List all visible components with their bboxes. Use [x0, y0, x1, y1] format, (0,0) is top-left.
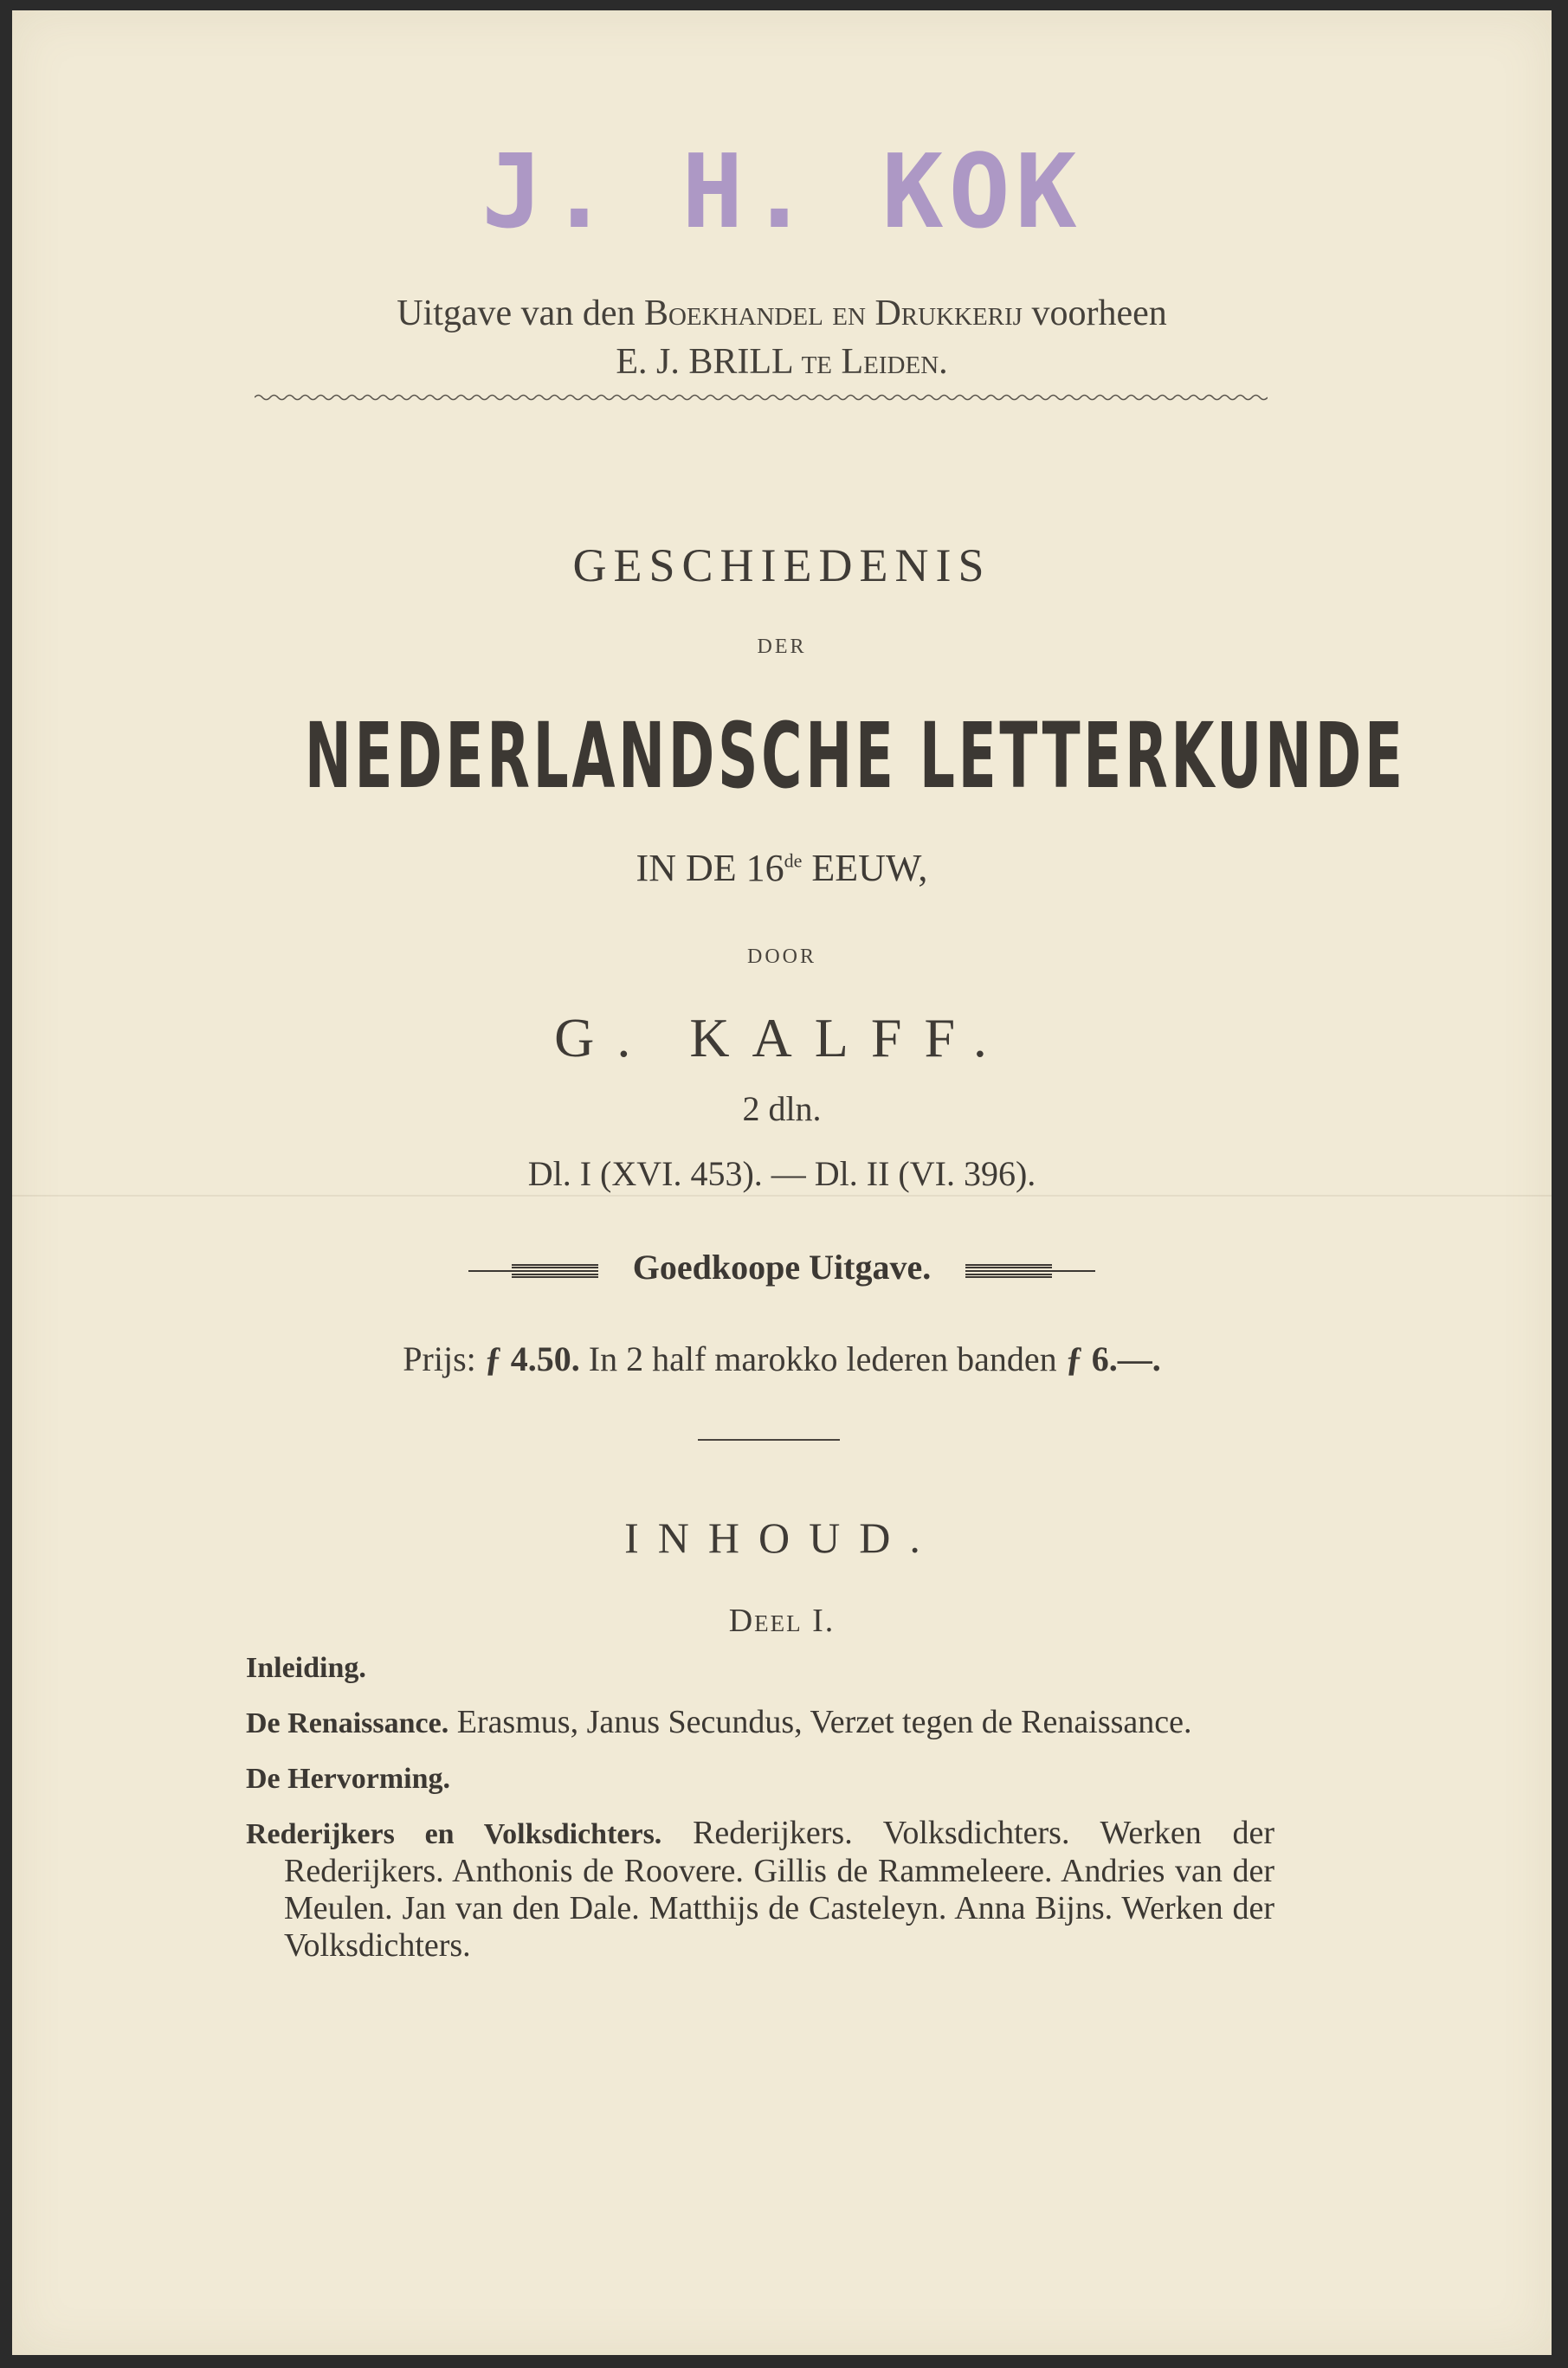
publisher-line-2: [12, 338, 1552, 386]
list-item: [246, 1815, 1274, 1965]
imprint-text: en: [832, 294, 866, 333]
left-ornament-rule: [468, 1260, 598, 1282]
fold-line: [12, 1195, 1552, 1197]
title-der: DER: [757, 636, 807, 658]
price-line: [12, 1339, 1552, 1379]
edition-row: [12, 1247, 1552, 1287]
toc-text: Rederijkers. Volksdichters. Werken der Rederijkers. Anthonis de Roovere. Gillis de Rammeleere. Andries van der Meulen. Jan van den Dale. Matthijs de Casteleyn. Anna Bijns. Werken der Volksdichters.: [284, 1815, 1274, 1964]
main-title: NEDERLANDSCHE LETTERKUNDE: [304, 703, 1406, 809]
imprint-text: Leiden.: [841, 342, 948, 382]
imprint-text: E. J. BRILL: [616, 342, 793, 382]
volume-detail: Dl. I (XVI. 453). — Dl. II (VI. 396).: [527, 1154, 1036, 1193]
short-divider: [698, 1439, 840, 1441]
document-page: [12, 10, 1552, 2355]
price-label: Prijs:: [403, 1339, 476, 1378]
volume-count: 2 dln.: [742, 1089, 822, 1128]
contents-heading: INHOUD.: [624, 1513, 939, 1562]
toc-heading: De Renaissance.: [246, 1707, 449, 1739]
century-superscript: de: [784, 849, 803, 872]
title-line-1: GESCHIEDENIS: [572, 539, 991, 591]
title-century: [12, 846, 1552, 890]
price-text: In 2 half marokko lederen banden: [588, 1339, 1057, 1378]
author-name: G. KALFF.: [554, 1007, 1010, 1068]
imprint-text: Drukkerij: [874, 294, 1023, 333]
price-value: ƒ 4.50.: [484, 1339, 580, 1378]
list-item: [246, 1759, 1274, 1797]
toc-heading: De Hervorming.: [246, 1763, 451, 1795]
title-door: DOOR: [746, 945, 816, 968]
imprint-text: Boekhandel: [643, 294, 823, 333]
toc-text: Erasmus, Janus Secundus, Verzet tegen de Renaissance.: [456, 1704, 1192, 1740]
century-text: IN DE 16: [636, 847, 784, 889]
wavy-divider: [255, 391, 1268, 403]
edition-label: Goedkoope Uitgave.: [632, 1248, 932, 1287]
list-item: [246, 1704, 1274, 1742]
right-ornament-rule: [965, 1260, 1095, 1282]
list-item: [246, 1649, 1274, 1687]
publisher-imprint: [12, 289, 1552, 386]
publisher-line-1: [12, 289, 1552, 338]
century-text: EEUW,: [802, 847, 928, 889]
imprint-text: te: [801, 342, 833, 382]
publisher-stamp: J. H. KOK: [481, 132, 1082, 251]
toc-heading: Rederijkers en Volksdichters.: [246, 1818, 662, 1850]
toc-heading: Inleiding.: [246, 1652, 366, 1684]
table-of-contents: [246, 1649, 1274, 1982]
imprint-text: voorheen: [1031, 294, 1167, 333]
price-value: ƒ 6.—.: [1065, 1339, 1161, 1378]
imprint-text: Uitgave van den: [397, 294, 636, 333]
contents-part: Deel I.: [728, 1603, 836, 1639]
